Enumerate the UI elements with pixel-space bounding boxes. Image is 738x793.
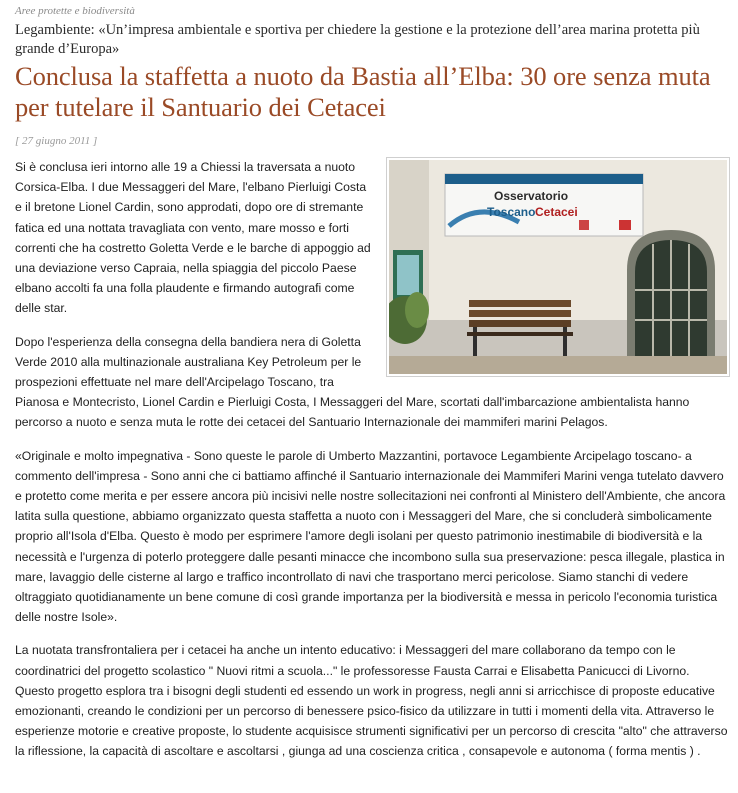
article <box>15 3 730 775</box>
observatory-building-image <box>389 160 727 374</box>
paragraph-2: Dopo l'esperienza della consegna della bandiera nera di Goletta Verde 2010 alla multinazionale australiana Key Petroleum per le prospezioni effettuate nel mare dell'Arcipelago Toscano, tra Pianosa e Montecristo, Lionel Cardin e Pierluigi Costa, I Messaggeri del Mare, scortati dall'imbarcazione ambientalista hanno percorso a nuoto e senza muta le rotte dei cetacei del Santuario Internazionale dei mammiferi marini Pelagos. <box>15 334 690 430</box>
article-title[interactable]: Conclusa la staffetta a nuoto da Bastia all’Elba: 30 ore senza muta per tutelare il Santuario dei Cetacei <box>15 61 711 122</box>
article-date: [ 27 giugno 2011 ] <box>15 135 98 147</box>
article-body <box>15 157 730 762</box>
sign-text-line2b: Cetacei <box>535 205 578 219</box>
sign-text-line2a: Toscano <box>487 205 536 219</box>
sign-text-line1: Osservatorio <box>494 189 569 203</box>
paragraph-3: «Originale e molto impegnativa - Sono queste le parole di Umberto Mazzantini, portavoce Legambiente Arcipelago toscano- a commento dell'impresa - Sono anni che ci battiamo affinché il Santuario internazionale dei Mammiferi Marini venga tutelato davvero e protetto come merita e per essere ancora più incisivi nelle nostre sollecitazioni nei confronti al Ministero dell'Ambiente, che ancora latita sulla questione, abbiamo organizzato questa staffetta a nuoto con i Messaggeri del Mare, che si concluderà simbolicamente proprio all'Isola d'Elba. Questo è modo per esprimere l'amore degli isolani per questo patrimonio inestimabile di biodiversità e la necessità e l'urgenza di poterlo proteggere dalle pesanti minacce che incombono sulla sua preservazione: pesca illegale, plastica in mare, lavaggio delle cisterne al largo e traffico incontrollato di navi che trasportano merci pericolose. Siamo stanchi di vedere oltraggiato quotidianamente un bene comune di così grande importanza per la biodiversità e messa in pericolo l'economia turistica delle nostre Isole». <box>15 448 726 625</box>
article-subtitle: Legambiente: «Un’impresa ambientale e sportiva per chiedere la gestione e la protezione dell’area marina protetta più grande d’Europa» <box>15 22 700 57</box>
category-label[interactable]: Aree protette e biodiversità <box>15 5 135 17</box>
paragraph-4: La nuotata transfrontaliera per i cetacei ha anche un intento educativo: i Messaggeri del mare collaborano da tempo con le coordinatrici del progetto scolastico " Nuovi ritmi a scuola..." le professoresse Fausta Carrai e Elisabetta Panicucci di Livorno. Questo progetto esplora tra i bisogni degli studenti ed essendo un work in progress, negli anni si arricchisce di proposte educative emozionanti, creando le condizioni per un percorso di benessere psico-fisico da utilizzare in tutti i momenti della vita. Attraverso le esperienze motorie e creative proposte, lo studente acquisisce strumenti significativi per un percorso di crescita "alto" che attraverso la riflessione, la capacità di ascoltare e ascoltarsi , giunga ad una coscienza critica , consapevole e autonoma ( forma mentis ) . <box>15 643 728 759</box>
article-photo[interactable] <box>386 157 730 377</box>
paragraph-1: Si è conclusa ieri intorno alle 19 a Chiessi la traversata a nuoto Corsica-Elba. I due Messaggeri del Mare, l'elbano Pierluigi Costa e il bretone Lionel Cardin, sono approdati, dopo ore di stremante fatica ed una nottata travagliata con vento, mare mosso e forti correnti che ha costretto Goletta Verde e le barche di appoggio ad una deviazione verso Capraia, nella spiaggia del piccolo Paese elbano accolti fa una folla plaudente e firmando autografi come delle star. <box>15 160 371 316</box>
